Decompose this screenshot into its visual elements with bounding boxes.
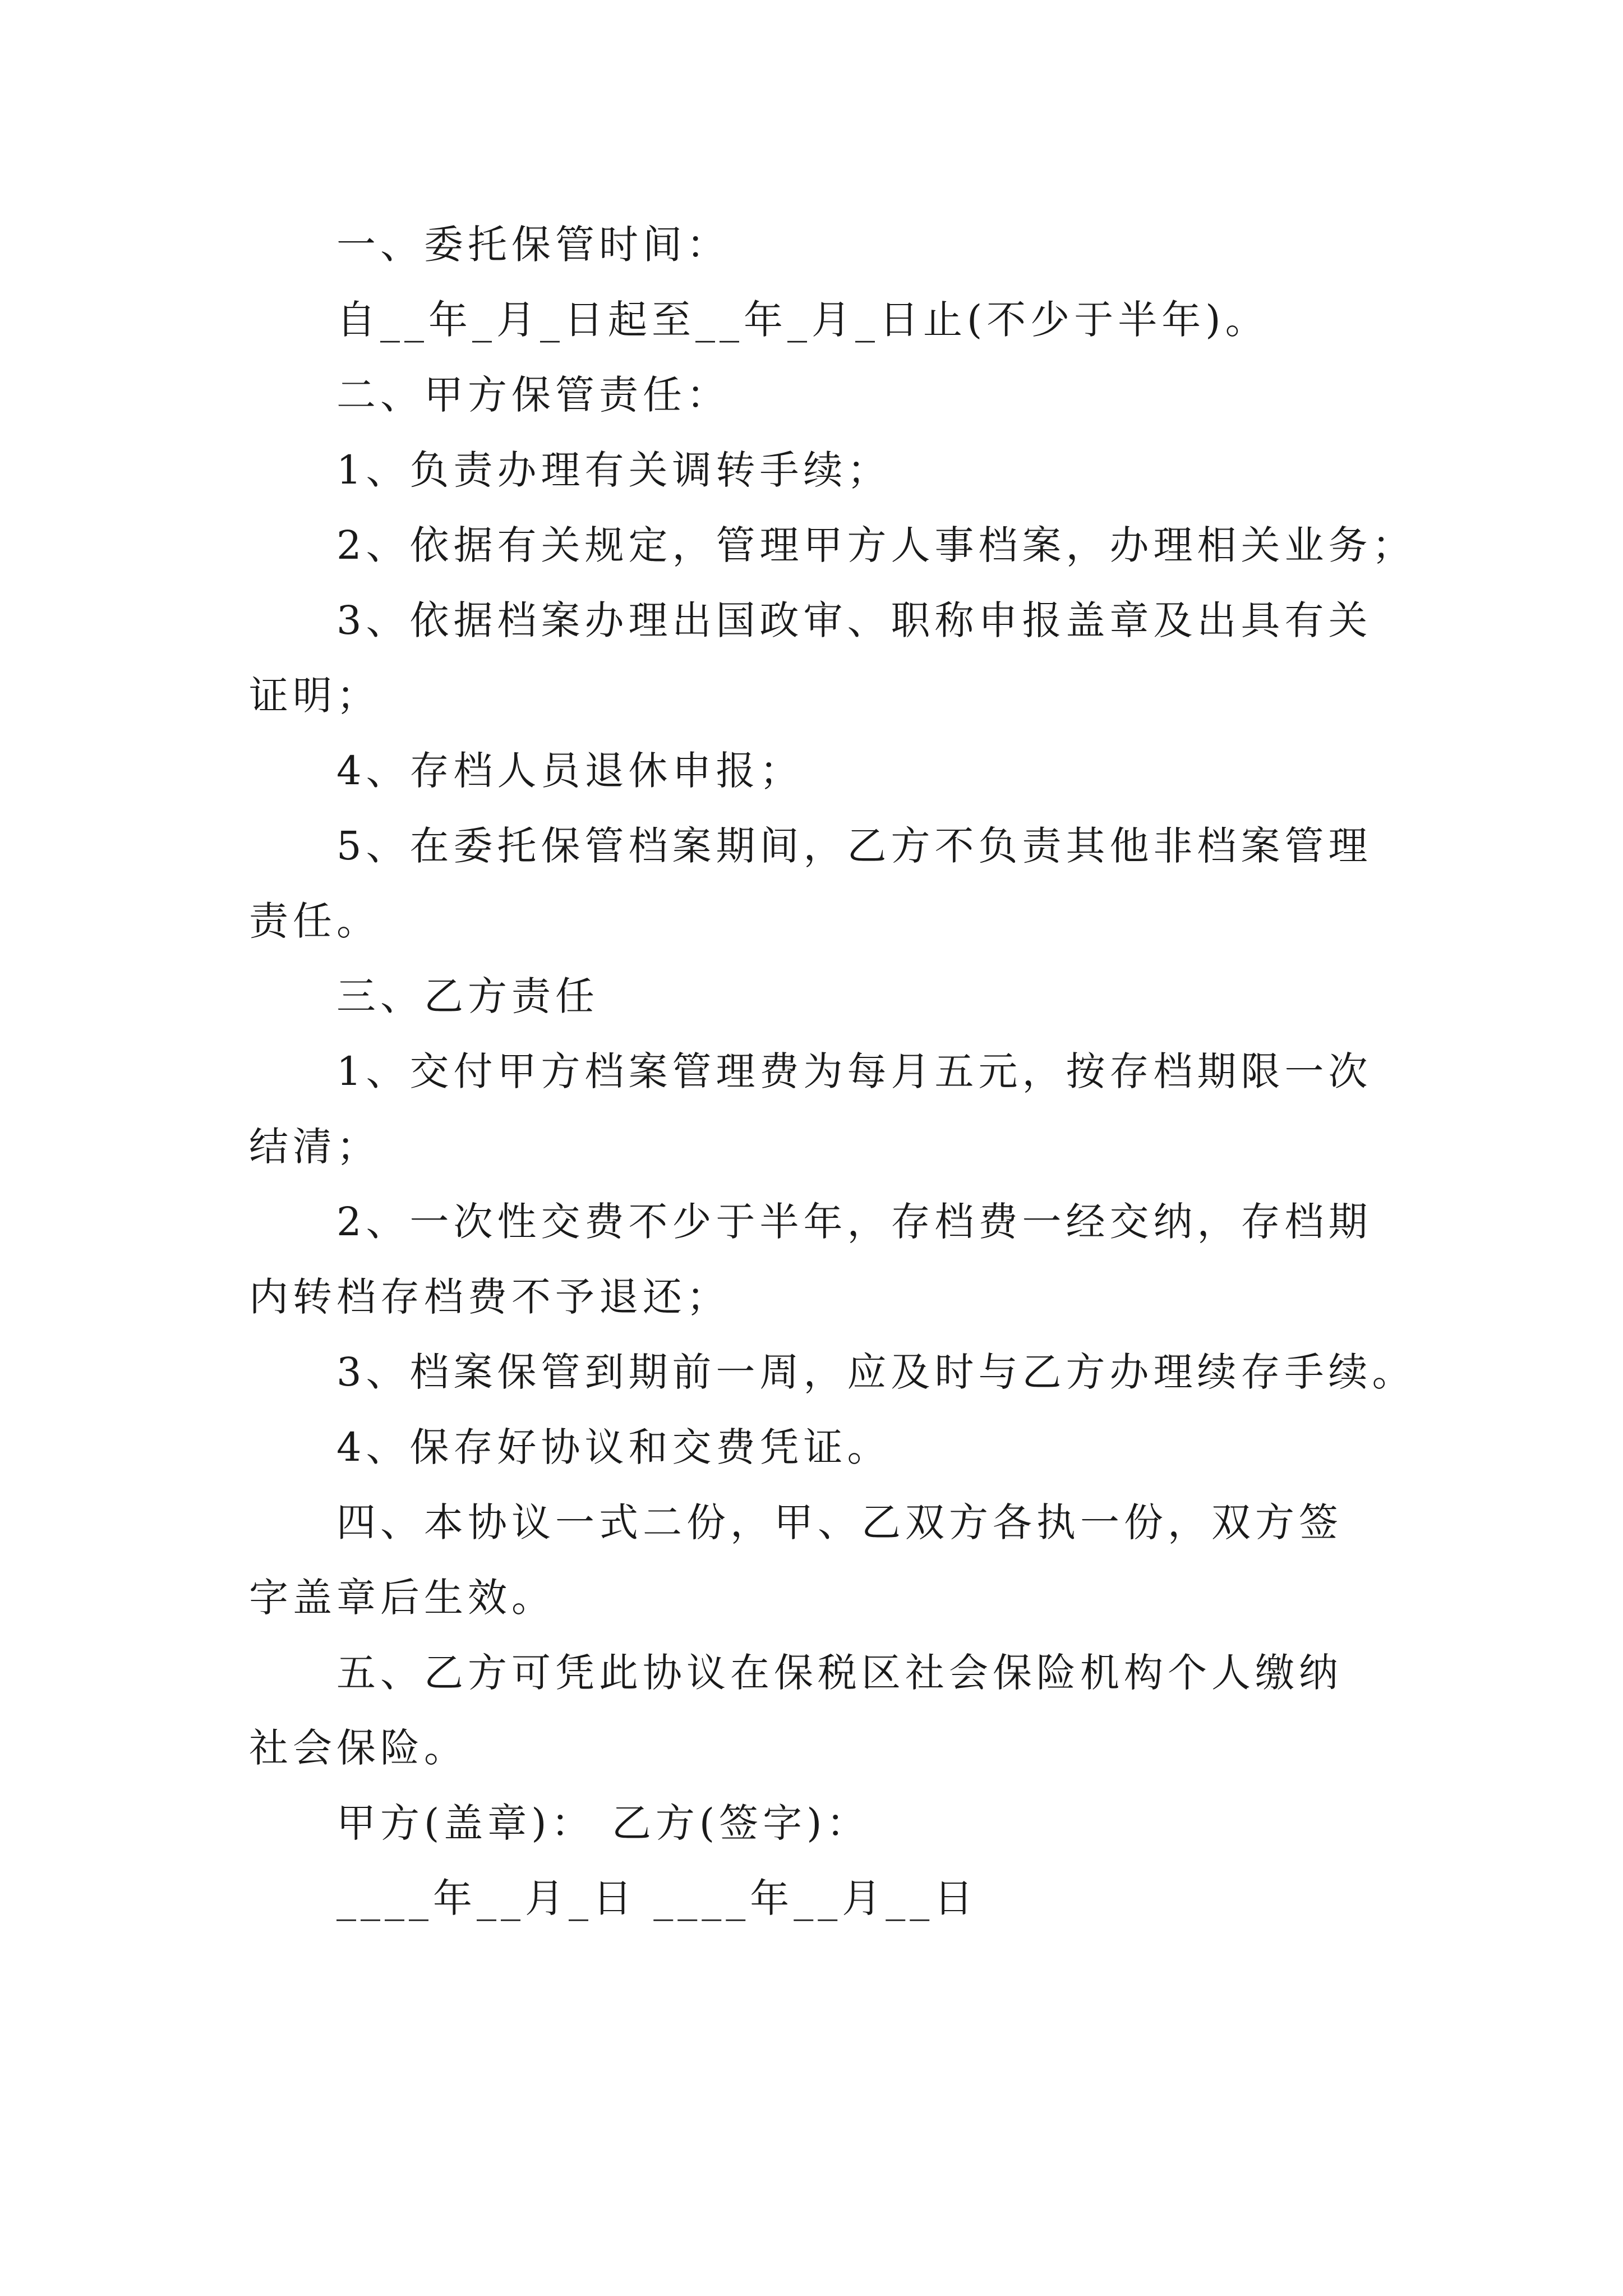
- party-a-item-5: 5、在委托保管档案期间，乙方不负责其他非档案管理责任。: [249, 823, 1372, 944]
- party-a-item-3: 3、依据档案办理出国政审、职称申报盖章及出具有关证明；: [249, 597, 1372, 719]
- section-1-heading: 一、委托保管时间：: [336, 222, 730, 268]
- party-b-item-2: 2、一次性交费不少于半年，存档费一经交纳，存档期内转档存档费不予退还；: [249, 1199, 1372, 1320]
- party-b-item-3: 3、档案保管到期前一周，应及时与乙方办理续存手续。: [336, 1349, 1416, 1395]
- party-b-item-4: 4、保存好协议和交费凭证。: [336, 1424, 891, 1470]
- section-5-paragraph: 五、乙方可凭此协议在保税区社会保险机构个人缴纳社会保险。: [249, 1650, 1343, 1771]
- party-a-item-1: 1、负责办理有关调转手续；: [336, 447, 891, 493]
- signature-line: 甲方(盖章)： 乙方(签字)：: [336, 1800, 870, 1846]
- section-4-paragraph: 四、本协议一式二份，甲、乙双方各执一份，双方签字盖章后生效。: [249, 1499, 1343, 1621]
- section-2-heading: 二、甲方保管责任：: [336, 372, 730, 418]
- custody-period-line: 自__年_月_日起至__年_月_日止(不少于半年)。: [336, 297, 1269, 343]
- party-b-item-1: 1、交付甲方档案管理费为每月五元，按存档期限一次结清；: [249, 1048, 1372, 1170]
- date-line: ____年__月_日 ____年__月__日: [336, 1875, 978, 1921]
- section-3-heading: 三、乙方责任: [336, 973, 599, 1019]
- party-a-item-4: 4、存档人员退休申报；: [336, 748, 804, 794]
- party-a-item-2: 2、依据有关规定，管理甲方人事档案，办理相关业务；: [336, 522, 1416, 568]
